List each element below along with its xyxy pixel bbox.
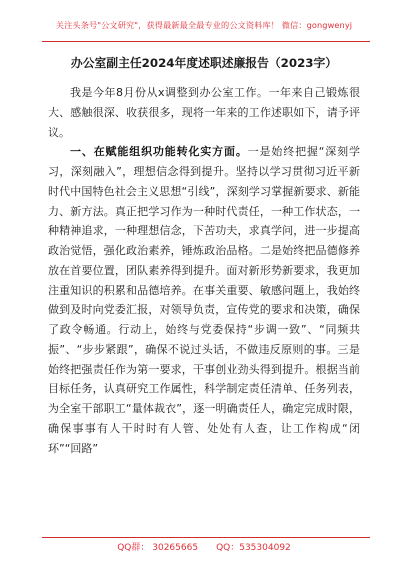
section-paragraph	[48, 142, 360, 458]
footer-qq-number: QQ：535304092	[216, 543, 291, 553]
header-divider	[42, 41, 370, 42]
footer-qq-group: QQ群： 30265665	[117, 543, 199, 553]
section-heading: 一、在赋能组织功能转化实方面。	[70, 145, 248, 159]
footer-contact	[0, 540, 408, 553]
header-banner: 关注头条号"公文研究"，获得最新最全最专业的公文资料库！ 微信：gongwenyj	[55, 20, 353, 30]
section-body: 一是始终把握“深刻学习，深刻融入”，理想信念得到提升。坚持以学习贯彻习近平新时代中国特色社会主义思想“引线”，深刻学习掌握新要求、新能力、新方法。真正把学习作为一种时代责任，一种工作状态，一种精神追求，一种理想信念，下苦功夫，求真学问，进一步提高政治觉悟，强化政治素养，锤炼政治品格。二是始终把品德修养放在首要位置，团队素养得到提升。面对新形势新要求，我更加注重知识的积累和品德培养。在事关重要、敏感问题上，我始终做到及时向党委汇报，对领导负责，宣传党的要求和决策，确保了政令畅通。行动上，始终与党委保持“步调一致”、“同频共振”、“步步紧跟”，确保不说过头话，不做违反原则的事。三是始终把强责任作为第一要求，干事创业劲头得到提升。根据当前目标任务，认真研究工作属性，科学制定责任清单、任务列表，为全室干部职工“量体裁衣”，逐一明确责任人，确定完成时限，确保事事有人干时时有人管、处处有人查，让工作构成“闭环”“回路”	[48, 145, 360, 455]
document-body	[48, 83, 360, 458]
document-title: 办公室副主任2024年度述职述廉报告（2023字）	[70, 56, 338, 70]
footer-divider	[42, 537, 370, 538]
intro-paragraph: 我是今年8月份从x调整到办公室工作。一年来自己锻炼很大、感触很深、收获很多，现将一年来的工作述职如下，请予评议。	[48, 86, 360, 139]
